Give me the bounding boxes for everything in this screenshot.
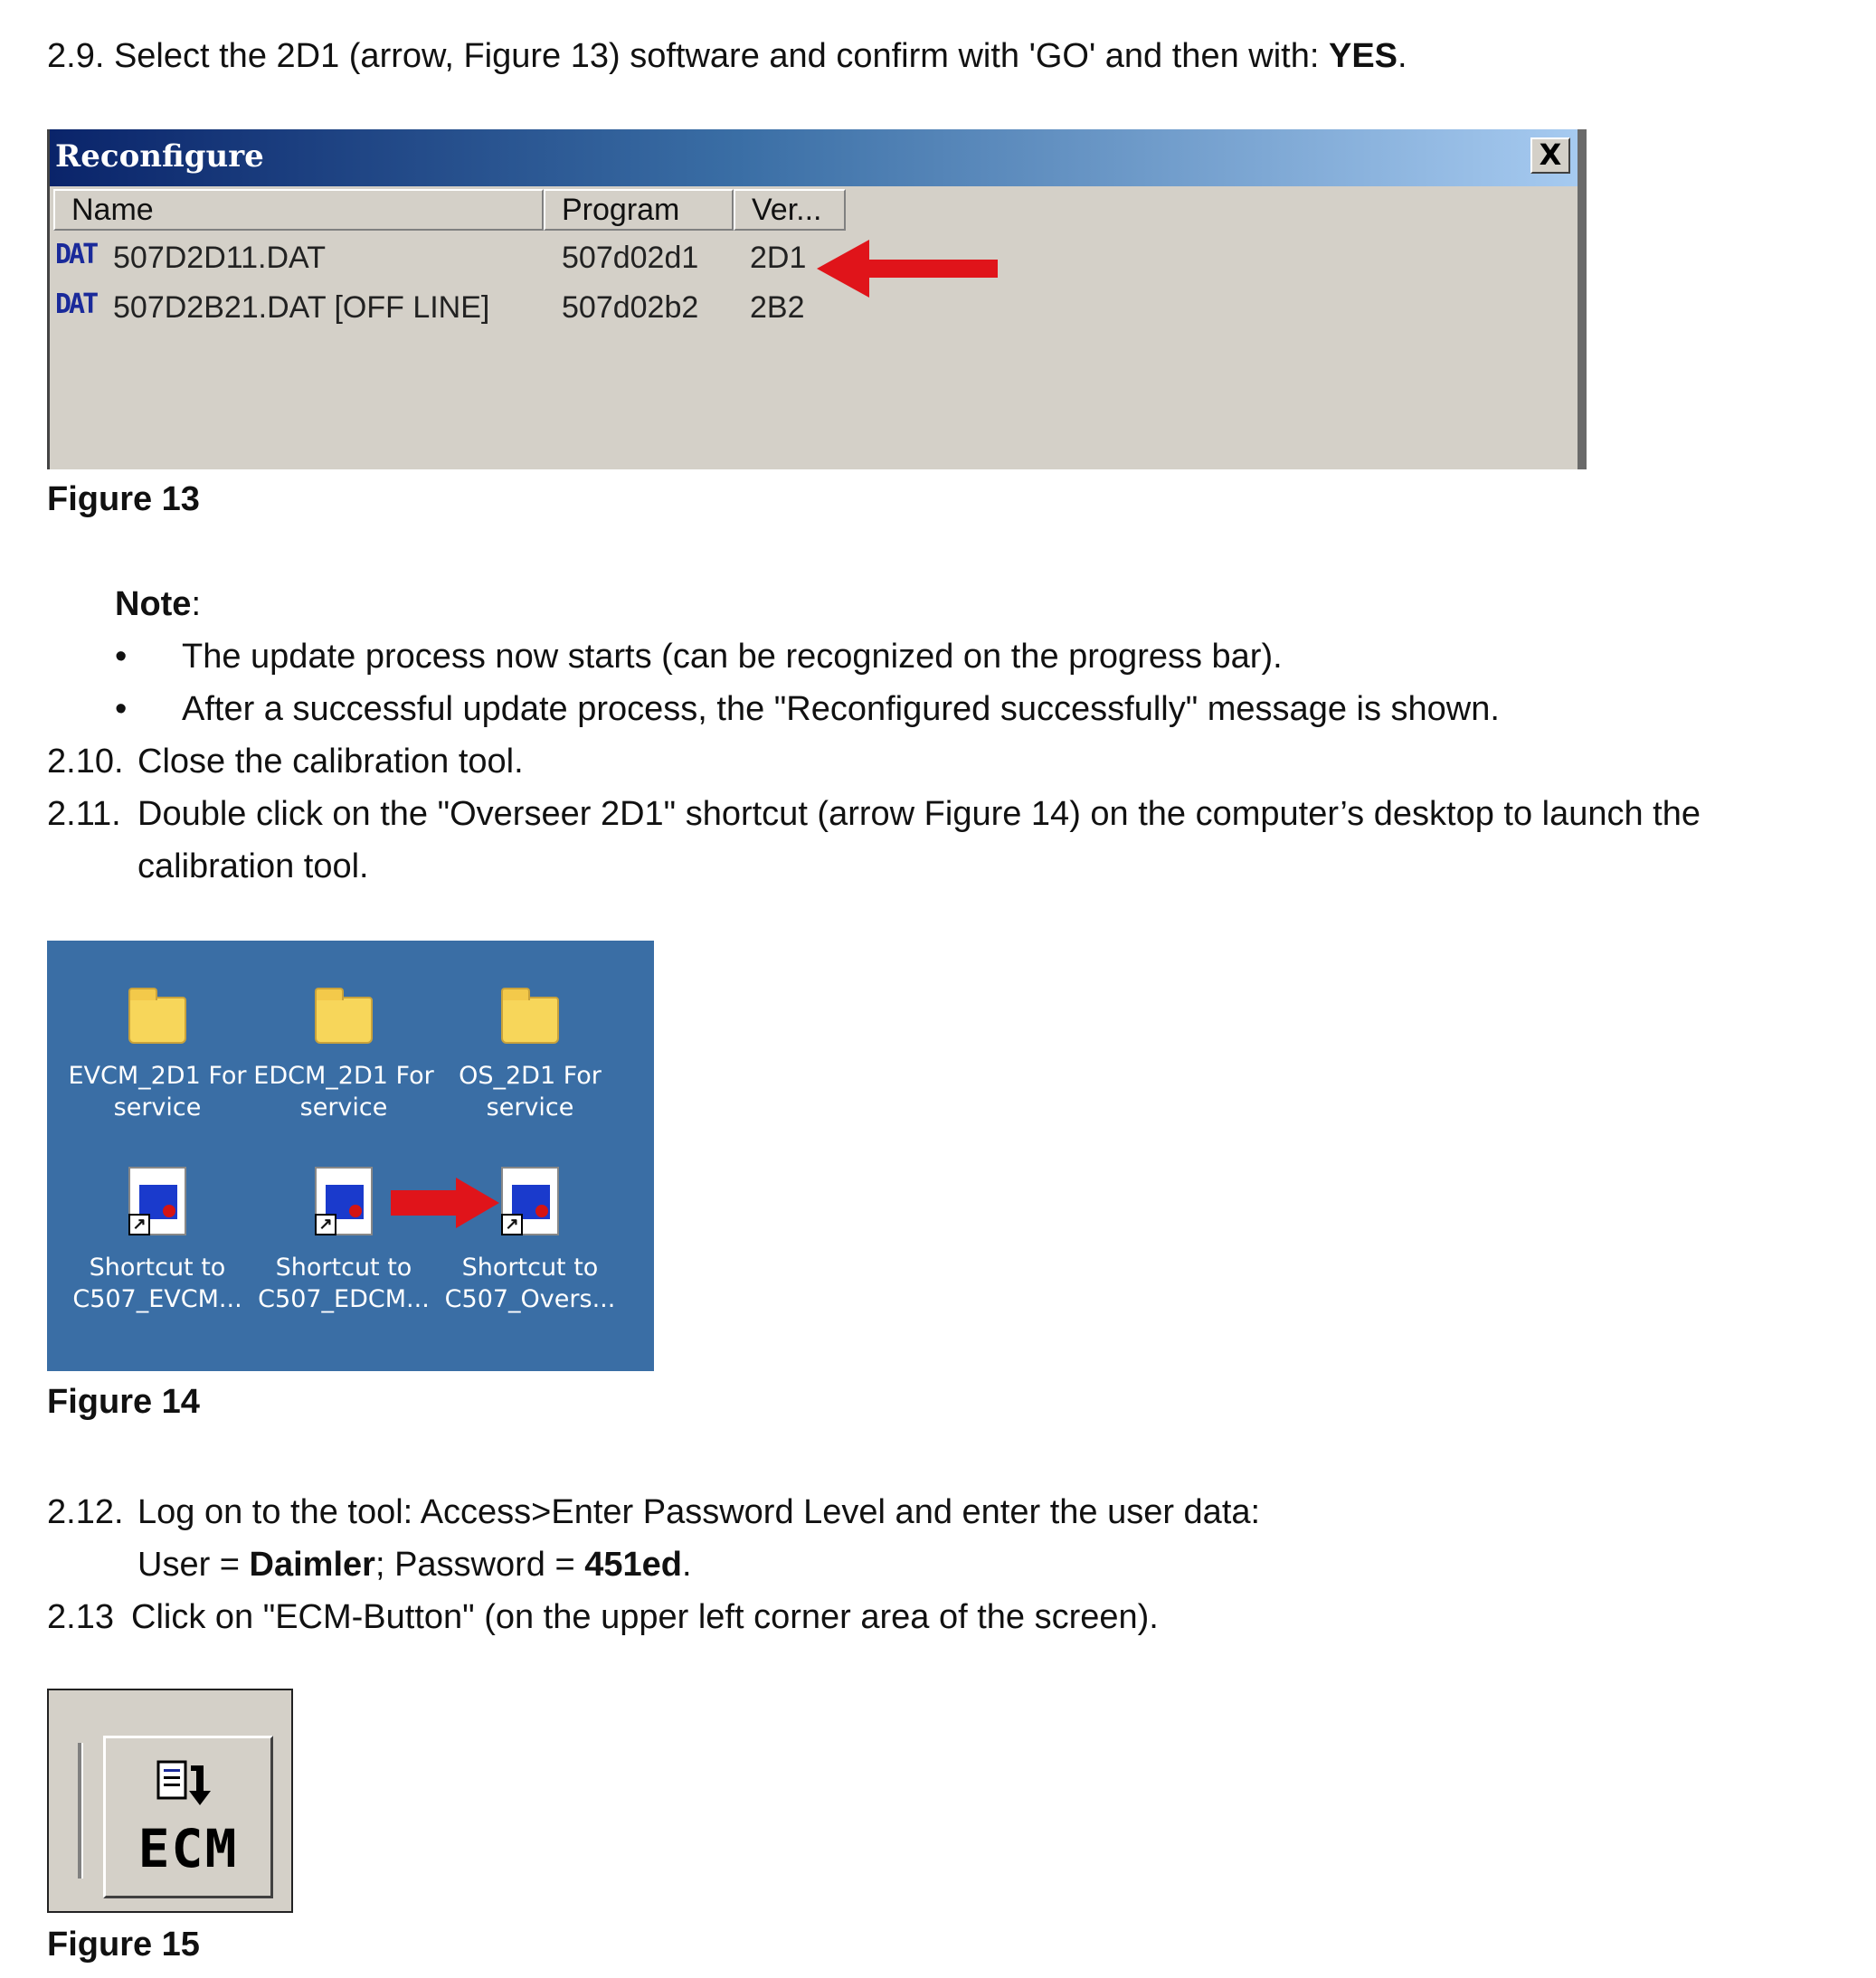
folder-label-2: service <box>299 1093 388 1121</box>
step-2-10-text: Close the calibration tool. <box>137 743 524 781</box>
shortcut-arrow-icon: ↗ <box>315 1214 336 1235</box>
shortcut-label-2: C507_Overs... <box>444 1285 616 1313</box>
dialog-title-bar[interactable] <box>50 129 1578 186</box>
step-2-11-text-2: calibration tool. <box>137 847 369 885</box>
step-2-11-number: 2.11. <box>47 795 121 833</box>
row-program: 507d02d1 <box>562 241 699 275</box>
shortcut-file-icon <box>128 1167 186 1235</box>
username-value: Daimler <box>249 1546 375 1584</box>
folder-icon <box>315 997 373 1044</box>
column-header-name[interactable]: Name <box>53 189 544 231</box>
step-2-12-credentials: User = Daimler; Password = 451ed. <box>137 1546 692 1584</box>
row-program: 507d02b2 <box>562 290 699 325</box>
row-name: 507D2D11.DAT <box>113 241 326 275</box>
step-2-13-text: Click on "ECM-Button" (on the upper left corner area of the screen). <box>131 1598 1159 1636</box>
note-label: Note <box>115 585 192 623</box>
shortcut-arrow-icon: ↗ <box>128 1214 150 1235</box>
column-header-version[interactable]: Ver... <box>734 189 846 231</box>
figure-13-caption: Figure 13 <box>47 480 200 518</box>
folder-label-2: service <box>486 1093 574 1121</box>
close-button[interactable]: X <box>1530 137 1570 174</box>
row-name: 507D2B21.DAT [OFF LINE] <box>113 290 490 325</box>
shortcut-label-2: C507_EDCM... <box>258 1285 430 1313</box>
folder-label-1: EVCM_2D1 For <box>68 1062 247 1090</box>
folder-label-2: service <box>113 1093 202 1121</box>
step-2-12-number: 2.12. <box>47 1493 124 1531</box>
dialog-title: Reconfigure <box>55 138 264 175</box>
step-2-9: 2.9. Select the 2D1 (arrow, Figure 13) software and confirm with 'GO' and then with: YES. <box>47 37 1407 75</box>
step-2-13-number: 2.13 <box>47 1598 114 1636</box>
red-arrow-icon <box>817 240 998 298</box>
step-2-10-number: 2.10. <box>47 743 124 781</box>
folder-label-1: EDCM_2D1 For <box>253 1062 434 1090</box>
note-text-2: After a successful update process, the "Reconfigured successfully" message is shown. <box>182 690 1500 728</box>
step-text: Select the 2D1 (arrow, Figure 13) software and confirm with 'GO' and then with: <box>113 37 1320 75</box>
bullet-icon: • <box>115 690 128 728</box>
password-value: 451ed <box>584 1546 682 1584</box>
ecm-button-screenshot <box>47 1689 293 1913</box>
folder-icon <box>501 997 559 1044</box>
red-arrow-icon <box>391 1178 499 1228</box>
folder-label-1: OS_2D1 For <box>459 1062 602 1090</box>
figure-14-caption: Figure 14 <box>47 1383 200 1421</box>
shortcut-label-1: Shortcut to <box>461 1254 599 1282</box>
shortcut-file-icon <box>315 1167 373 1235</box>
bullet-icon: • <box>115 638 128 676</box>
shortcut-label-2: C507_EVCM... <box>72 1285 242 1313</box>
shortcut-label-1: Shortcut to <box>89 1254 226 1282</box>
ecm-button[interactable] <box>103 1736 273 1898</box>
note-heading: Note: <box>115 585 202 623</box>
column-header-program[interactable]: Program <box>544 189 734 231</box>
reconfigure-dialog <box>47 129 1587 469</box>
file-list <box>53 189 1574 469</box>
row-version: 2B2 <box>750 290 805 325</box>
ecm-button-label: ECM <box>137 1818 239 1879</box>
dat-file-icon: DAT <box>55 289 97 320</box>
note-bullet-2 <box>115 689 127 729</box>
shortcut-label-1: Shortcut to <box>275 1254 412 1282</box>
row-version: 2D1 <box>750 241 807 275</box>
step-2-11-text-1: Double click on the "Overseer 2D1" shortcut (arrow Figure 14) on the computer’s desktop to launch the <box>137 795 1701 833</box>
note-text-1: The update process now starts (can be recognized on the progress bar). <box>182 638 1283 676</box>
shortcut-file-icon <box>501 1167 559 1235</box>
folder-icon <box>128 997 186 1044</box>
note-bullet-1 <box>115 637 127 677</box>
ecm-document-icon <box>156 1758 220 1809</box>
desktop-screenshot <box>47 941 654 1371</box>
step-strong: YES <box>1328 37 1398 75</box>
dat-file-icon: DAT <box>55 239 97 270</box>
figure-15-caption: Figure 15 <box>47 1926 200 1964</box>
step-number: 2.9. <box>47 37 105 75</box>
shortcut-arrow-icon: ↗ <box>501 1214 523 1235</box>
step-2-12-text: Log on to the tool: Access>Enter Password Level and enter the user data: <box>137 1493 1261 1531</box>
